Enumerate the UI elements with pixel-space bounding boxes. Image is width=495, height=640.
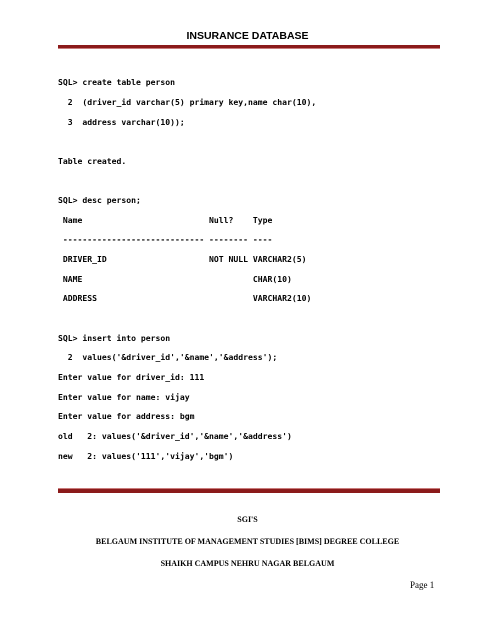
prompt-driver-id: Enter value for driver_id: 111 bbox=[58, 372, 205, 382]
sql-create-line-3: 3 address varchar(10)); bbox=[58, 117, 185, 127]
prompt-name: Enter value for name: vijay bbox=[58, 392, 190, 402]
old-values-line: old 2: values('&driver_id','&name','&address') bbox=[58, 431, 292, 441]
sql-create-result: Table created. bbox=[58, 156, 127, 166]
sql-insert-line-1: SQL> insert into person bbox=[58, 333, 171, 343]
page-title: INSURANCE DATABASE bbox=[186, 30, 309, 42]
header-divider bbox=[58, 45, 440, 49]
sql-create-line-2: 2 (driver_id varchar(5) primary key,name char(10), bbox=[58, 97, 317, 107]
footer-address: SHAIKH CAMPUS NEHRU NAGAR BELGAUM bbox=[160, 559, 335, 568]
desc-table-row: DRIVER_ID NOT NULL VARCHAR2(5) bbox=[58, 254, 307, 264]
new-values-line: new 2: values('111','vijay','bgm') bbox=[58, 451, 234, 461]
footer-divider bbox=[58, 488, 440, 493]
footer-institute: BELGAUM INSTITUTE OF MANAGEMENT STUDIES [BIMS] DEGREE COLLEGE bbox=[95, 537, 400, 546]
desc-table-row: ADDRESS VARCHAR2(10) bbox=[58, 293, 312, 303]
desc-table-header: Name Null? Type bbox=[58, 215, 273, 225]
desc-table-separator: ----------------------------- -------- ---- bbox=[58, 234, 273, 244]
footer-org: SGI'S bbox=[237, 515, 258, 524]
prompt-address: Enter value for address: bgm bbox=[58, 411, 195, 421]
sql-create-line-1: SQL> create table person bbox=[58, 77, 175, 87]
sql-insert-line-2: 2 values('&driver_id','&name','&address'); bbox=[58, 352, 278, 362]
page-number: Page 1 bbox=[410, 580, 435, 590]
desc-table-row: NAME CHAR(10) bbox=[58, 274, 292, 284]
sql-desc-command: SQL> desc person; bbox=[58, 195, 141, 205]
